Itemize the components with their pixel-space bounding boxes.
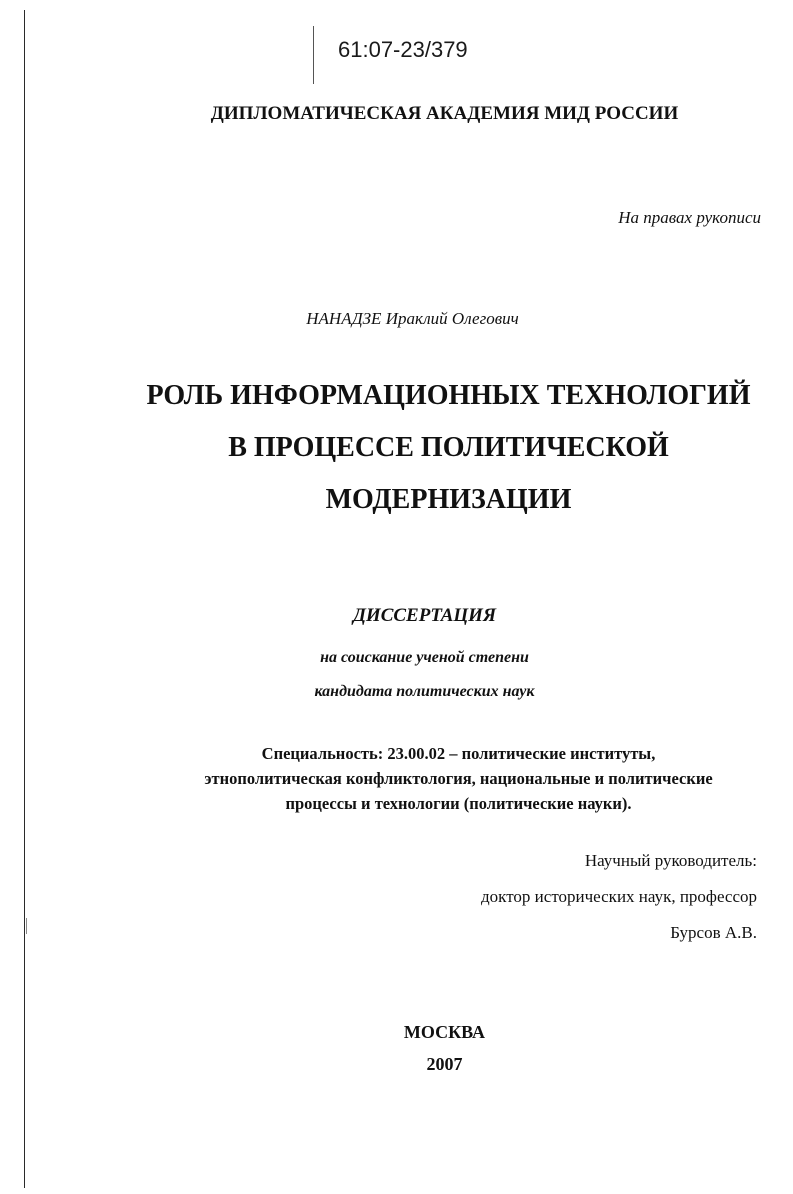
scan-mark xyxy=(313,26,314,84)
specialty-line: этнополитическая конфликтология, национальные и политические xyxy=(204,769,713,788)
degree-line: на соискание ученой степени xyxy=(320,649,529,666)
supervisor-label: Научный руководитель: xyxy=(584,851,757,870)
institution-name: ДИПЛОМАТИЧЕСКАЯ АКАДЕМИЯ МИД РОССИИ xyxy=(210,103,679,124)
title-line: В ПРОЦЕССЕ ПОЛИТИЧЕСКОЙ xyxy=(228,432,669,463)
city-year-block xyxy=(48,1016,793,1080)
degree-statement xyxy=(28,641,793,709)
specialty-block xyxy=(62,741,793,816)
supervisor-block xyxy=(481,843,757,951)
scan-mark xyxy=(26,918,27,934)
supervisor-degree: доктор исторических наук, профессор xyxy=(481,887,757,906)
specialty-line: процессы и технологии (политические науки). xyxy=(285,794,632,813)
degree-line: кандидата политических наук xyxy=(314,683,535,700)
title-line: МОДЕРНИЗАЦИИ xyxy=(325,484,572,515)
title-line: РОЛЬ ИНФОРМАЦИОННЫХ ТЕХНОЛОГИЙ xyxy=(146,380,751,411)
document-type: ДИССЕРТАЦИЯ xyxy=(352,605,497,626)
dissertation-title xyxy=(52,370,793,526)
manuscript-rights-note: На правах рукописи xyxy=(618,208,761,227)
city: МОСКВА xyxy=(403,1022,486,1042)
scan-edge-line xyxy=(24,10,25,1188)
year: 2007 xyxy=(426,1054,463,1074)
archive-stamp-number: 61:07-23/379 xyxy=(338,37,468,62)
author-name: НАНАДЗЕ Ираклий Олегович xyxy=(306,309,519,328)
specialty-line: Специальность: 23.00.02 – политические институты, xyxy=(261,744,656,763)
supervisor-name: Бурсов А.В. xyxy=(670,923,757,942)
